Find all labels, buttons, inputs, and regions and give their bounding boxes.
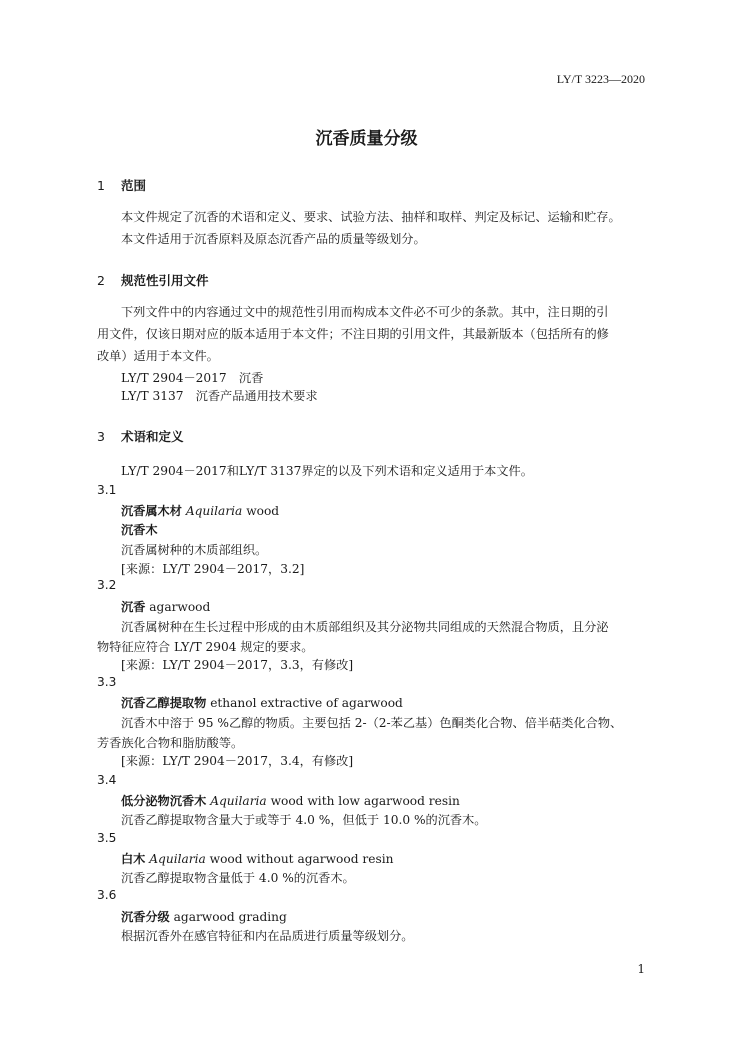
term-number: 3.2: [97, 578, 117, 592]
term-definition: 沉香属树种的木质部组织。: [121, 543, 268, 557]
paragraph-line: 下列文件中的内容通过文中的规范性引用而构成本文件必不可少的条款。其中，注日期的引: [121, 305, 609, 319]
page-number: 1: [637, 962, 645, 976]
section-2-heading: [97, 271, 209, 289]
page-title: 沉香质量分级: [315, 129, 418, 149]
paragraph-line: LY/T 2904－2017和LY/T 3137界定的以及下列术语和定义适用于本文件。: [121, 464, 533, 478]
term-definition: 芳香族化合物和脂肪酸等。: [97, 736, 244, 750]
term-number: 3.4: [97, 773, 117, 787]
term-en: agarwood: [149, 600, 211, 614]
paragraph-line: 改单）适用于本文件。: [97, 349, 219, 363]
section-number: 1: [97, 178, 105, 193]
term-en-italic: Aquilaria: [185, 504, 243, 518]
term-heading: [121, 694, 403, 711]
section-number: 2: [97, 273, 105, 288]
term-cn: 沉香属木材: [121, 504, 182, 518]
term-source: [来源：LY/T 2904－2017，3.3，有修改]: [121, 658, 354, 672]
reference-item: LY/T 3137 沉香产品通用技术要求: [121, 389, 318, 403]
term-en: wood without agarwood resin: [205, 852, 394, 866]
term-heading: [121, 502, 279, 519]
section-number: 3: [97, 429, 105, 444]
term-cn: 低分泌物沉香木: [121, 794, 207, 808]
term-en: agarwood grading: [173, 910, 287, 924]
section-title: 规范性引用文件: [120, 273, 209, 288]
term-number: 3.6: [97, 888, 117, 902]
term-definition: 沉香乙醇提取物含量大于或等于 4.0 %，但低于 10.0 %的沉香木。: [121, 813, 487, 827]
term-heading: [121, 908, 287, 925]
term-definition: 沉香属树种在生长过程中形成的由木质部组织及其分泌物共同组成的天然混合物质，且分泌: [121, 620, 609, 634]
term-number: 3.5: [97, 831, 117, 845]
term-definition: 物特征应符合 LY/T 2904 规定的要求。: [97, 640, 314, 654]
term-source: [来源：LY/T 2904－2017，3.4，有修改]: [121, 754, 354, 768]
term-alt-cn: 沉香木: [121, 523, 158, 537]
term-cn: 沉香乙醇提取物: [121, 696, 207, 710]
term-heading: [121, 792, 460, 809]
reference-item: LY/T 2904－2017 沉香: [121, 371, 264, 385]
term-source: [来源：LY/T 2904－2017，3.2]: [121, 562, 305, 576]
term-en: ethanol extractive of agarwood: [210, 696, 403, 710]
term-definition: 沉香乙醇提取物含量低于 4.0 %的沉香木。: [121, 871, 355, 885]
term-alt: [121, 521, 158, 538]
term-cn: 沉香: [121, 600, 146, 614]
paragraph-line: 本文件规定了沉香的术语和定义、要求、试验方法、抽样和取样、判定及标记、运输和贮存。: [121, 210, 621, 224]
term-heading: [121, 850, 393, 867]
term-cn: 沉香分级: [121, 910, 170, 924]
term-definition: 沉香木中溶于 95 %乙醇的物质。主要包括 2-（2-苯乙基）色酮类化合物、倍半萜类化合物、: [121, 716, 623, 730]
term-number: 3.3: [97, 675, 117, 689]
term-definition: 根据沉香外在感官特征和内在品质进行质量等级划分。: [121, 929, 414, 943]
term-en-italic: Aquilaria: [149, 852, 206, 866]
section-title: 范围: [120, 178, 146, 193]
term-en: wood with low agarwood resin: [266, 794, 460, 808]
term-en: wood: [242, 504, 280, 518]
paragraph-line: 本文件适用于沉香原料及原态沉香产品的质量等级划分。: [121, 232, 426, 246]
term-heading: [121, 598, 210, 615]
term-cn: 白木: [121, 852, 146, 866]
paragraph-line: 用文件，仅该日期对应的版本适用于本文件；不注日期的引用文件，其最新版本（包括所有的修: [97, 327, 609, 341]
term-en-italic: Aquilaria: [210, 794, 267, 808]
section-3-heading: [97, 427, 184, 445]
section-title: 术语和定义: [120, 429, 184, 444]
term-number: 3.1: [97, 483, 117, 497]
section-1-heading: [97, 176, 146, 194]
document-code: LY/T 3223—2020: [556, 72, 645, 86]
